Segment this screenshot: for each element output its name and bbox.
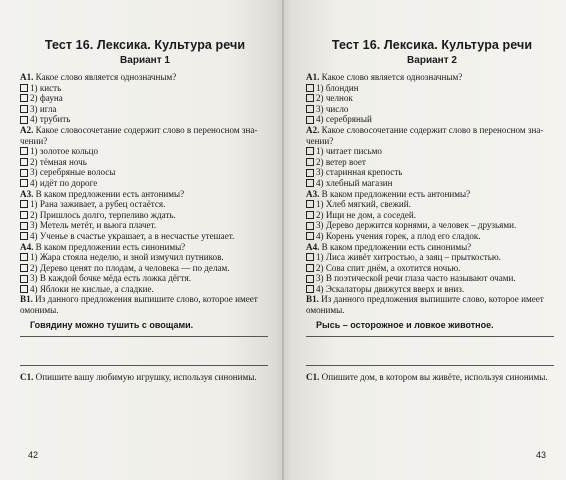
variant-label: Вариант 2 (407, 55, 457, 66)
question-text: Какое словосочетание содержит слово в переносном зна- (321, 124, 544, 135)
checkbox[interactable] (20, 264, 28, 272)
answer-option[interactable]: 3) В поэтической речи глаза часто называют очами. (306, 273, 558, 284)
checkbox[interactable] (20, 211, 28, 219)
checkbox[interactable] (20, 116, 28, 124)
question-a4 (20, 242, 270, 253)
answer-line[interactable] (20, 330, 268, 337)
test-title: Тест 16. Лексика. Культура речи (44, 38, 246, 52)
answer-option[interactable]: 1) Лиса живёт хитростью, а заяц – прыткостью. (306, 252, 558, 263)
checkbox[interactable] (20, 232, 28, 240)
checkbox[interactable] (306, 275, 314, 283)
answer-option[interactable]: 4) хлебный магазин (306, 178, 558, 189)
example-sentence: Говядину можно тушить с овощами. (30, 319, 194, 330)
answer-option[interactable]: 3) игла (20, 104, 270, 115)
answer-option[interactable]: 4) трубить (20, 114, 270, 125)
question-number: А2. (306, 124, 320, 135)
checkbox[interactable] (20, 169, 28, 177)
question-number: А1. (20, 72, 34, 82)
question-text: Какое слово является однозначным? (321, 72, 463, 82)
answer-option[interactable]: 1) блондин (306, 83, 558, 94)
question-a3 (306, 189, 558, 200)
answer-option[interactable]: 2) тёмная ночь (20, 157, 270, 168)
question-text: Опишите вашу любимую игрушку, используя синонимы. (35, 371, 257, 382)
answer-option[interactable]: 2) челнок (306, 93, 558, 104)
answer-option[interactable]: 2) Пришлось долго, терпеливо ждать. (20, 210, 270, 221)
question-a4 (306, 242, 558, 253)
question-text-continued: омонимы. (306, 305, 345, 316)
answer-option[interactable]: 1) кисть (20, 83, 270, 94)
question-number: А1. (306, 72, 320, 82)
checkbox[interactable] (306, 105, 314, 113)
right-page (283, 0, 566, 480)
checkbox[interactable] (306, 158, 314, 166)
answer-option[interactable]: 3) серебряные волосы (20, 167, 270, 178)
answer-option[interactable]: 1) Жара стояла неделю, и зной измучил путников. (20, 252, 270, 263)
answer-option[interactable]: 1) золотое кольцо (20, 146, 270, 157)
checkbox[interactable] (20, 275, 28, 283)
question-number: В1. (306, 294, 319, 305)
question-number: А3. (20, 188, 34, 199)
answer-option[interactable]: 4) Эскалаторы движутся вверх и вниз. (306, 284, 558, 295)
question-text: Какое словосочетание содержит слово в переносном зна- (35, 124, 258, 135)
checkbox[interactable] (20, 84, 28, 92)
checkbox[interactable] (306, 84, 314, 92)
question-text: Из данного предложения выпишите слово, которое имеет (35, 294, 258, 305)
checkbox[interactable] (20, 94, 28, 102)
question-number: А2. (20, 124, 34, 135)
answer-option[interactable]: 2) Ищи не дом, а соседей. (306, 210, 558, 221)
answer-option[interactable]: 1) Рана заживает, а рубец остаётся. (20, 199, 270, 210)
checkbox[interactable] (306, 264, 314, 272)
question-number: А4. (20, 241, 34, 252)
question-number: А4. (306, 241, 320, 252)
checkbox[interactable] (306, 147, 314, 155)
answer-option[interactable]: 4) Ученье в счастье украшает, а в несчастье утешает. (20, 231, 270, 242)
page-number: 43 (535, 450, 546, 460)
answer-option[interactable]: 3) В каждой бочке мёда есть ложка дёгтя. (20, 273, 270, 284)
checkbox[interactable] (20, 285, 28, 293)
answer-option[interactable]: 2) ветер воет (306, 157, 558, 168)
question-text: Из данного предложения выпишите слово, которое имеет (321, 294, 544, 305)
question-a3 (20, 189, 270, 200)
answer-line[interactable] (20, 359, 268, 366)
answer-line[interactable] (306, 359, 554, 366)
question-text-continued: чении? (20, 135, 48, 146)
checkbox[interactable] (306, 94, 314, 102)
answer-line[interactable] (306, 330, 554, 337)
answer-option[interactable]: 3) Дерево держится корнями, а человек – друзьями. (306, 220, 558, 231)
question-text: Какое слово является однозначным? (35, 72, 177, 82)
page-number: 42 (28, 450, 39, 460)
checkbox[interactable] (306, 253, 314, 261)
test-title: Тест 16. Лексика. Культура речи (331, 38, 533, 52)
answer-option[interactable]: 1) читает письмо (306, 146, 558, 157)
question-c1 (306, 372, 558, 383)
answer-option[interactable]: 4) серебряный (306, 114, 558, 125)
checkbox[interactable] (20, 222, 28, 230)
question-a2 (306, 125, 558, 136)
checkbox[interactable] (306, 116, 314, 124)
checkbox[interactable] (306, 200, 314, 208)
checkbox[interactable] (20, 105, 28, 113)
answer-option[interactable]: 1) Хлеб мягкий, свежий. (306, 199, 558, 210)
question-text: Опишите дом, в котором вы живёте, используя синонимы. (321, 371, 548, 382)
question-text-continued: омонимы. (20, 305, 59, 316)
question-text-continued: чении? (306, 135, 334, 146)
answer-option[interactable]: 3) старинная крепость (306, 167, 558, 178)
answer-option[interactable]: 3) число (306, 104, 558, 115)
checkbox[interactable] (306, 232, 314, 240)
question-c1 (20, 372, 270, 383)
question-number: С1. (20, 371, 34, 382)
question-b1 (20, 294, 270, 305)
question-number: В1. (20, 294, 33, 305)
left-page-content (20, 38, 270, 382)
checkbox[interactable] (306, 285, 314, 293)
question-number: А3. (306, 188, 320, 199)
checkbox[interactable] (306, 222, 314, 230)
checkbox[interactable] (306, 179, 314, 187)
checkbox[interactable] (20, 253, 28, 261)
answer-option[interactable]: 2) фауна (20, 93, 270, 104)
question-a1 (306, 72, 558, 83)
answer-option[interactable]: 2) Сова спит днём, а охотится ночью. (306, 263, 558, 274)
checkbox[interactable] (20, 147, 28, 155)
question-a2 (20, 125, 270, 136)
question-b1 (306, 294, 558, 305)
checkbox[interactable] (20, 158, 28, 166)
example-sentence: Рысь – осторожное и ловкое животное. (316, 319, 494, 330)
checkbox[interactable] (20, 200, 28, 208)
question-text: В каком предложении есть синонимы? (35, 241, 186, 252)
right-page-content (306, 38, 558, 382)
answer-option[interactable]: 4) идёт по дороге (20, 178, 270, 189)
question-number: С1. (306, 371, 320, 382)
question-text: В каком предложении есть антонимы? (321, 188, 471, 199)
checkbox[interactable] (306, 169, 314, 177)
book-gutter (282, 0, 284, 480)
answer-option[interactable]: 2) Дерево ценят по плодам, а человека — по делам. (20, 263, 270, 274)
variant-label: Вариант 1 (120, 55, 170, 66)
answer-option[interactable]: 4) Яблоки не кислые, а сладкие. (20, 284, 270, 295)
checkbox[interactable] (306, 211, 314, 219)
answer-option[interactable]: 4) Корень учения горек, а плод его сладок. (306, 231, 558, 242)
checkbox[interactable] (20, 179, 28, 187)
answer-option[interactable]: 3) Метель метёт, и вьюга плачет. (20, 220, 270, 231)
question-text: В каком предложении есть антонимы? (35, 188, 185, 199)
question-a1 (20, 72, 270, 83)
question-text: В каком предложении есть синонимы? (321, 241, 472, 252)
